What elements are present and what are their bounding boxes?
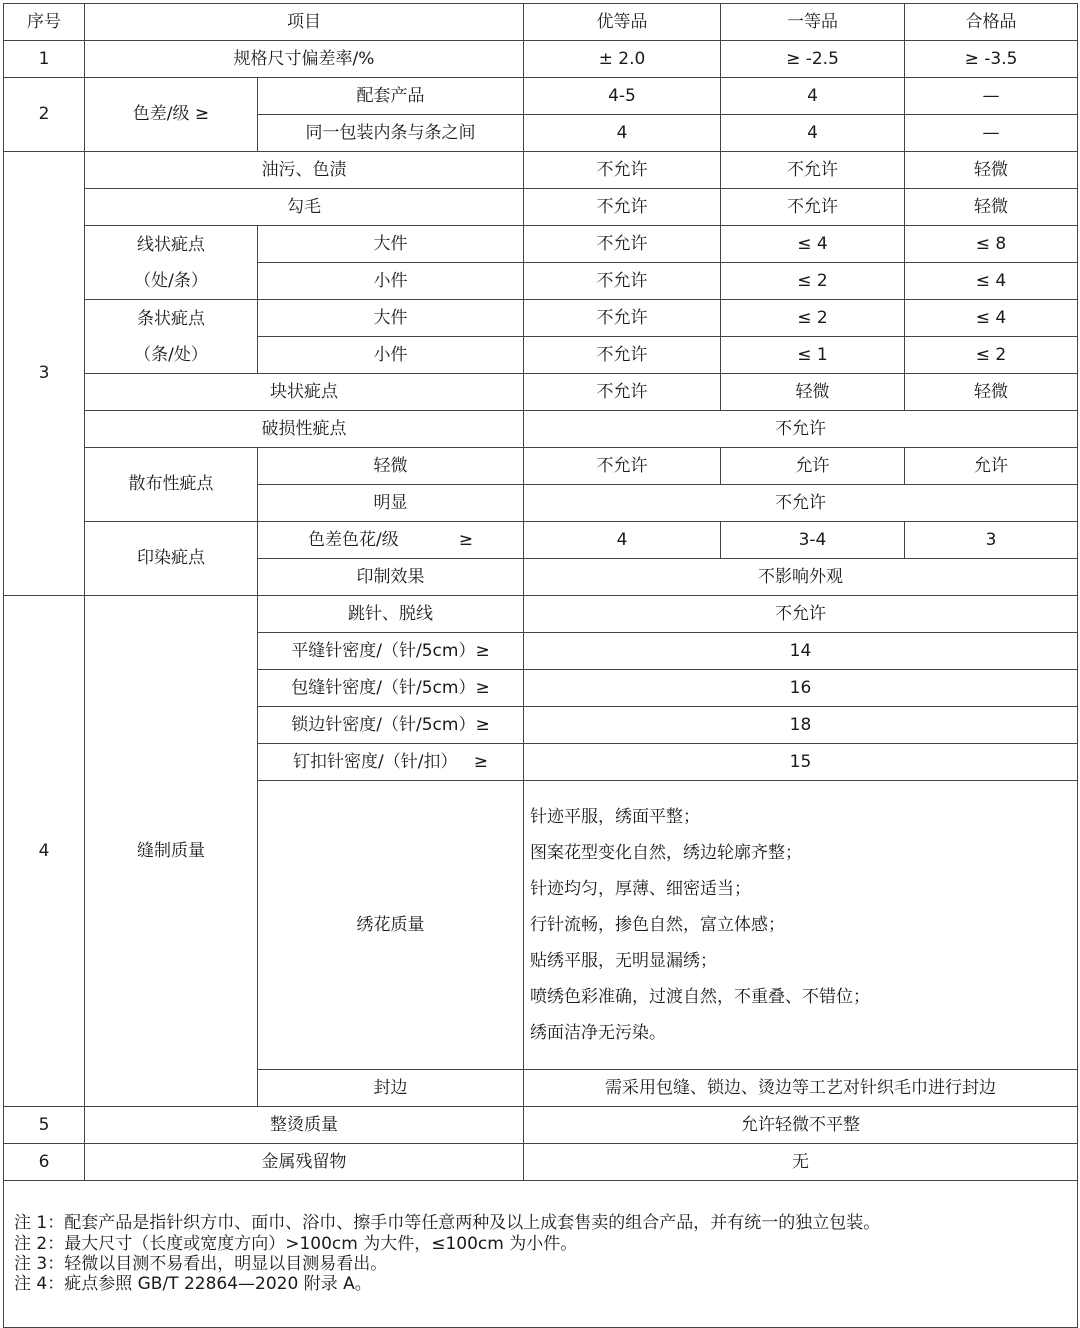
sub-item-cell [258,522,524,559]
sub-item-cell: 同一包装内条与条之间 [258,115,524,152]
seq-cell: 1 [4,41,85,78]
qualified-cell: — [905,78,1078,115]
seq-cell: 4 [4,596,85,1107]
superior-cell: 4-5 [524,78,721,115]
sub-item-cell: 轻微 [258,448,524,485]
notes-cell [4,1181,1078,1328]
table-row [4,300,1078,337]
qualified-cell: ≤ 8 [905,226,1078,263]
table-row [4,596,1078,633]
table-row [4,374,1078,411]
sub-item-cell: 平缝针密度/（针/5cm）≥ [258,633,524,670]
merged-value-cell: 不允许 [524,411,1078,448]
seq-cell: 6 [4,1144,85,1181]
merged-value-cell: 16 [524,670,1078,707]
first-cell: ≤ 1 [721,337,905,374]
table-row [4,152,1078,189]
sub-item-label: 钉扣针密度/（针/扣） [293,751,458,772]
superior-cell: 4 [524,115,721,152]
notes-row [4,1181,1078,1328]
header-first: 一等品 [721,4,905,41]
header-item: 项目 [85,4,524,41]
merged-value-cell: 不影响外观 [524,559,1078,596]
table-row [4,226,1078,263]
qualified-cell: 3 [905,522,1078,559]
qualified-cell: — [905,115,1078,152]
first-cell: 不允许 [721,189,905,226]
requirement-line: 图案花型变化自然，绣边轮廓齐整； [530,843,802,863]
first-cell: 4 [721,115,905,152]
qualified-cell: ≤ 2 [905,337,1078,374]
item-cell: 破损性疵点 [85,411,524,448]
sub-item-cell: 大件 [258,300,524,337]
requirement-line: 针迹平服，绣面平整； [530,807,700,827]
qualified-cell: 轻微 [905,152,1078,189]
table-row [4,522,1078,559]
first-cell: 3-4 [721,522,905,559]
item-label-line2: （条/处） [134,344,208,365]
sub-item-cell: 封边 [258,1070,524,1107]
first-cell: 不允许 [721,152,905,189]
qualified-cell: 轻微 [905,374,1078,411]
qualified-cell: ≥ -3.5 [905,41,1078,78]
superior-cell: 4 [524,522,721,559]
merged-value-cell: 允许轻微不平整 [524,1107,1078,1144]
table-row [4,448,1078,485]
seq-cell: 2 [4,78,85,152]
sub-item-cell [258,744,524,781]
table-row [4,411,1078,448]
table-row [4,1144,1078,1181]
merged-value-cell: 不允许 [524,485,1078,522]
item-cell: 散布性疵点 [85,448,258,522]
sub-item-cell: 明显 [258,485,524,522]
item-cell [85,226,258,300]
requirement-line: 贴绣平服，无明显漏绣； [530,951,717,971]
sub-item-cell: 配套产品 [258,78,524,115]
requirement-line: 针迹均匀，厚薄、细密适当； [530,879,751,899]
sub-item-label: 色差色花/级 [308,529,399,550]
quality-spec-table [3,3,1078,1328]
item-cell: 金属残留物 [85,1144,524,1181]
item-label-line1: 条状疵点 [137,308,205,329]
merged-value-cell: 18 [524,707,1078,744]
sub-item-cell: 小件 [258,263,524,300]
seq-cell: 3 [4,152,85,596]
item-cell: 整烫质量 [85,1107,524,1144]
superior-cell: ± 2.0 [524,41,721,78]
merged-value-cell: 无 [524,1144,1078,1181]
sub-item-cell: 印制效果 [258,559,524,596]
superior-cell: 不允许 [524,448,721,485]
superior-cell: 不允许 [524,226,721,263]
qualified-cell: 轻微 [905,189,1078,226]
first-cell: ≤ 2 [721,263,905,300]
qualified-cell: ≤ 4 [905,300,1078,337]
sub-item-cell: 跳针、脱线 [258,596,524,633]
table-row [4,41,1078,78]
item-cell: 块状疵点 [85,374,524,411]
qualified-cell: 允许 [905,448,1078,485]
item-cell: 油污、色渍 [85,152,524,189]
sub-item-cell: 包缝针密度/（针/5cm）≥ [258,670,524,707]
item-cell: 色差/级 ≥ [85,78,258,152]
requirement-line: 喷绣色彩准确，过渡自然，不重叠、不错位； [530,987,870,1007]
table-row [4,1107,1078,1144]
note-line: 注 3：轻微以目测不易看出，明显以目测易看出。 [14,1254,388,1274]
first-cell: 允许 [721,448,905,485]
header-superior: 优等品 [524,4,721,41]
qualified-cell: ≤ 4 [905,263,1078,300]
item-cell: 印染疵点 [85,522,258,596]
superior-cell: 不允许 [524,374,721,411]
superior-cell: 不允许 [524,152,721,189]
requirement-line: 行针流畅，掺色自然，富立体感； [530,915,785,935]
sub-item-cell: 绣花质量 [258,781,524,1070]
sub-item-cell: 小件 [258,337,524,374]
header-qualified: 合格品 [905,4,1078,41]
embroidery-requirements [524,781,1078,1070]
note-line: 注 1：配套产品是指针织方巾、面巾、浴巾、擦手巾等任意两种及以上成套售卖的组合产品，并有统一的独立包装。 [14,1213,881,1234]
first-cell: ≤ 4 [721,226,905,263]
sub-item-cell: 大件 [258,226,524,263]
item-cell: 缝制质量 [85,596,258,1107]
header-seq: 序号 [4,4,85,41]
item-cell: 规格尺寸偏差率/% [85,41,524,78]
superior-cell: 不允许 [524,263,721,300]
superior-cell: 不允许 [524,189,721,226]
item-cell: 勾毛 [85,189,524,226]
superior-cell: 不允许 [524,337,721,374]
superior-cell: 不允许 [524,300,721,337]
table-row [4,78,1078,115]
item-cell [85,300,258,374]
sub-item-cell: 锁边针密度/（针/5cm）≥ [258,707,524,744]
first-cell: 轻微 [721,374,905,411]
note-line: 注 2：最大尺寸（长度或宽度方向）>100cm 为大件，≤100cm 为小件。 [14,1233,578,1254]
sub-item-symbol: ≥ [458,529,473,550]
note-line: 注 4：疵点参照 GB/T 22864—2020 附录 A。 [14,1274,372,1295]
merged-value-cell: 14 [524,633,1078,670]
first-cell: 4 [721,78,905,115]
merged-value-cell: 不允许 [524,596,1078,633]
requirement-line: 绣面洁净无污染。 [530,1023,666,1043]
sub-item-symbol: ≥ [473,751,488,772]
table-row [4,189,1078,226]
first-cell: ≤ 2 [721,300,905,337]
item-label-line1: 线状疵点 [137,234,205,255]
merged-value-cell: 15 [524,744,1078,781]
merged-value-cell: 需采用包缝、锁边、烫边等工艺对针织毛巾进行封边 [524,1070,1078,1107]
first-cell: ≥ -2.5 [721,41,905,78]
item-label-line2: （处/条） [134,270,208,291]
header-row [4,4,1078,41]
seq-cell: 5 [4,1107,85,1144]
